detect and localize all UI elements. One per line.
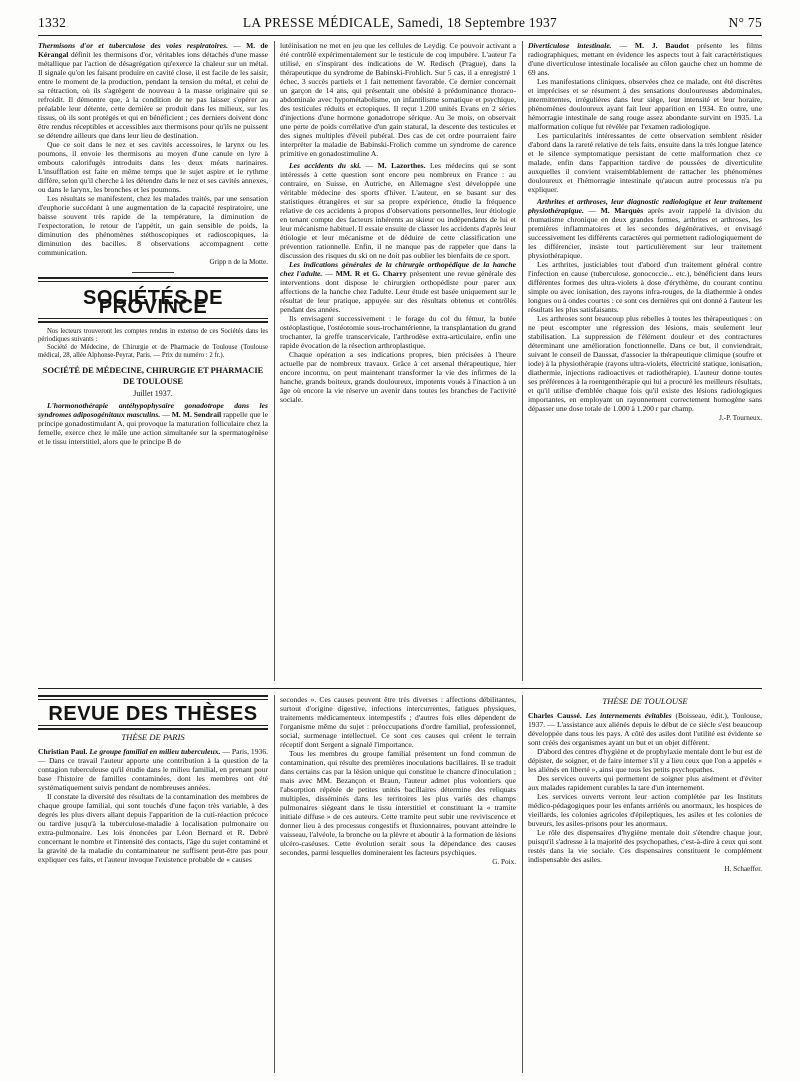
thesis-paul: Christian Paul. Le groupe familial en milieu tuberculeux. — Paris, 1936. — Dans ce travail l'auteur apporte une contribution à la question de la contagion tuberculeuse qu'il étudie dans le milieu familial, en prenant pour base l'histoire de familles contaminées, dont les membres ont été systématiquement suivis pendant de nombreuses années.	[38, 747, 268, 792]
thesis-toulouse-heading: THÈSE DE TOULOUSE	[602, 696, 688, 706]
paragraph: Les arthrites, justiciables tout d'abord d'un traitement général contre l'infection en cause (tuberculose, gonococcie... etc.), bénéficient dans leurs différentes formes des ultra-violets à dose d'érythème, du courant continu simple ou avec ionisation, des rayons infra-rouges, de la diathermie à ondes longues ou à ondes courtes : ce sont ces dernières qui ont donné à l'auteur les résultats les plus satisfaisants.	[528, 260, 762, 314]
section-rule	[38, 318, 268, 319]
section-rule	[38, 725, 268, 726]
note: Nos lecteurs trouveront les comptes rendus in extenso de ces Sociétés dans les périodiques suivants :	[38, 328, 268, 344]
journal-title: LA PRESSE MÉDICALE, Samedi, 18 Septembre 1937	[242, 15, 558, 30]
paragraph: Chaque opération a ses indications propres, bien précisées à l'heure actuelle par de nombreux travaux. Grâce à cet arsenal thérapeutique, hier encore inconnu, on peut maintenant transformer la vie des infirmes de la hanche, grands boiteux, grands douloureux, impotents voués à l'inaction à un âge où encore la vie réserve un avenir dans toutes les branches de l'activité sociale.	[280, 350, 516, 404]
section-rule	[38, 277, 268, 279]
session-date: Juillet 1937.	[133, 388, 173, 398]
signature: G. Poix.	[492, 858, 516, 866]
thesis-paris-heading: THÈSE DE PARIS	[121, 732, 185, 742]
column-divider	[274, 41, 275, 681]
article-ski: Les accidents du ski. — M. Lazorthes. Les médecins qui se sont intéressés à cette question sont encore peu nombreux en France : au contraire, en Suisse, en Autriche, en Allemagne s'est développée une véritable médecine des sports d'hiver. L'auteur, en se basant sur des statistiques étrangères et sur sa propre expérience, étudie la fréquence relative de ces accidents à propos d'observations personnelles, leur étiologie en tenant compte des facteurs inhérents au skieur ou indépendants de lui et leur mécanisme habituel. Il essaie ensuite de classer les accidents d'après leur étiologie et leur mécanisme et de déduire de cette classification une prévention rationnelle. Enfin, il ne manque pas de rappeler que dans la discussion des risques du ski on ne doit pas oublier les bienfaits de ce sport.	[280, 161, 516, 260]
article-arthrites: Arthrites et arthroses, leur diagnostic radiologique et leur traitement physiothérapique. — M. Marquès après avoir rappelé la division du rhumatisme chronique en deux grandes formes, arthrites et arthroses, les premières inflammatoires et les secondes dégénératives, et envisagé successivement les différents caractères qui permettent radiologiquement de les différencier, insiste tout particulièrement sur leur traitement physiothérapique.	[528, 197, 762, 260]
paragraph: Les arthroses sont beaucoup plus rebelles à toutes les thérapeutiques : on ne peut escompter une régression des lésions, mais seulement leur stabilisation. La suppression de l'élément douleur et des contractures déterminant une amélioration fonctionnelle. Dans ce but, il conviendrait, suivant le conseil de Daussat, d'associer la thérapeutique climique (soufre et iode) à la physiothérapie (rayons ultra-violets, électricité statique, ionisation, diathermie, injections radioactives et radiothérapie). L'auteur donne toutes ses préférences à la roentgenthérapie qui lui a procuré les meilleurs résultats, et qu'il utilise d'emblée chaque fois qu'il existe des lésions radiologiques importantes, en employant un rayonnement correctement homogène sans dépasser une dose totale de 1.000 à 1.200 r par champ.	[528, 314, 762, 413]
note-reference: Société de Médecine, de Chirurgie et de Pharmacie de Toulouse (Toulouse médical, 28, allée Alphonse-Peyrat, Paris. — Prix du numéro : 2 fr.).	[38, 344, 268, 360]
signature: H. Schaeffer.	[724, 865, 762, 873]
column-divider	[274, 695, 275, 1073]
article-hormonotherapie: L'hormonothérapie antéhypophysaire gonadotrope dans les syndromes adiposogénitaux masculins. — M. M. Sendrail rappelle que le principe gonadostimulant A, qui provoque la maturation folliculaire chez la femelle, exerce chez le mâle une action simultanée sur la spermatogénèse et le tissu interstitiel, alors que le principe B de	[38, 400, 268, 446]
thesis-causse: Charles Caussé. Les internements évitables (Boisseau, édit.), Toulouse, 1937. — L'assistance aux aliénés depuis le début de ce siècle s'est beaucoup développée dans tous les pays. A côté des asiles dont l'utilité est évidente se sont créés des organismes ayant un but et un objet différent.	[528, 711, 762, 747]
paragraph: Il constate la diversité des résultats de la contamination des membres de chaque groupe familial, qui sont touchés d'une façon très variable, à des degrés les plus divers allant depuis l'apparition de la cuti-réaction précoce ou tardive jusqu'à la tuberculose-maladie à localisation pulmonaire ou extra-pulmonaire. Les lois énoncées par Léon Bernard et R. Debré concernant le nombre et l'intensité des contacts, l'âge du sujet contaminé et la gravité de la maladie du contaminateur ne suffisent peut-être pas pour expliquer ces faits, et l'auteur invoque l'existence probable de « causes	[38, 792, 268, 864]
article-diverticulose: Diverticulose intestinale. — M. J. Baudot présente les films radiographiques, mettant en évidence les aspects tout à fait caractéristiques d'une diverticulose intestinale localisée au côlon gauche chez un homme de 69 ans.	[528, 41, 762, 77]
paragraph: Des services ouverts qui permettent de soigner plus aisément et d'éviter aux malades rapidement curables la tare d'un internement.	[528, 774, 762, 792]
paragraph: Les résultats se manifestent, chez les malades traités, par une sensation d'euphorie succédant à une augmentation de la capacité respiratoire, une baisse souvent très rapide de la température, la diminution de l'expectoration, le retour de l'appétit, un gain sensible de poids, la diminution des phénomènes stéthoscopiques et radioscopiques, la diminution des bacilles. 8 observations accompagnent cette communication.	[38, 194, 268, 257]
paragraph: lutéinisation ne met en jeu que les cellules de Leydig. Ce pouvoir activant a été contrôlé expérimentalement sur le testicule de coq impubère. L'auteur l'a utilisé, en s'inspirant des indications de W. Redisch (Prague), dans la thérapeutique du syndrome de Babinski-Frohlich. Sur 5 cas, il a enregistré 1 échec, 3 succès partiels et 1 fait nettement favorable. Ce dernier concernait un garçon de 14 ans, qui présentait une obésité à prédominance thoraco-abdominale avec hypométabolisme, un infantilisme somatique et psychique, des testicules réduits et ectopiques. Il reçut 1.200 unités Evans en 2 séries d'injections d'une hormone gonadotrope sérique. Au 3e mois, on observait une perte de poids corrélative d'un gain statural, la descente des testicules et des signes multiples d'éveil pubéral. Des cas de cet ordre pourraient faire interpréter la maladie de Babinski-Frolich comme un syndrome de carence primitive en gonadostimuline A.	[280, 41, 516, 158]
issue-number: N° 75	[728, 15, 762, 30]
revue-title: REVUE DES THÈSES	[48, 703, 258, 725]
revue-column-3	[528, 695, 762, 1075]
society-name: SOCIÉTÉ DE MÉDECINE, CHIRURGIE ET PHARMACIE DE TOULOUSE	[42, 366, 264, 386]
section-divider	[38, 688, 762, 689]
paragraph: Tous les membres du groupe familial présentent un fond commun de contamination, qui résulte des premières inoculations bacillaires. Il se traduit dans certains cas par la lésion unique qui constitue le chancre d'inoculation ; mais avec MM. Bezançon et Braun, l'auteur admet plus volontiers que l'absorption répétée de petites unités bacillaires détermine des reliquats multiples, disséminés dans les territoires les plus variés des champs pulmonaires siégeant dans le tissu interstitiel et constituant la « tramite initiale diffuse » de ces auteurs. Cette tramite peut subir une reviviscence et donner lieu à des processus congestifs et fluxionnaires, pouvant atteindre le vaisseau, l'alvéole, la bronche ou la plèvre et aboutir à la formation de lésions ulcéro-caséuses. Cette évolution serait sous la dépendance des causes secondes, parmi lesquelles domineraient les facteurs psychiques.	[280, 749, 516, 857]
section-rule	[38, 728, 268, 730]
page-header	[38, 12, 762, 36]
article-hanche: Les indications générales de la chirurgie orthopédique de la hanche chez l'adulte. — MM. R et G. Charry présentent une revue générale des interventions dont dispose le chirurgien orthopédiste pour parer aux affections de la hanche chez l'adulte. Leur étude est basée uniquement sur le résultat de leur pratique, appuyée sur des résultats obtenus et contrôlés pendant des années.	[280, 260, 516, 314]
section-title: SOCIÉTÉS DE PROVINCE	[83, 287, 223, 318]
column-3	[528, 41, 762, 681]
paragraph: Que ce soit dans le nez et ses cavités accessoires, le larynx ou les poumons, il envoie les thermisons au moyen d'une canule en lyre à embouts calorifugés introduits dans les deux méats narinaires. L'insufflation est faite en même temps que le sujet aspire et le rythme diffère, selon qu'il cherche à les détendre dans le nez et ses cavités annexes, ou dans le larynx, les bronches et les poumons.	[38, 140, 268, 194]
paragraph: secondes ». Ces causes peuvent être très diverses : affections débilitantes, surtout d'origine digestive, infections intercurrentes, fatigues physiques, traitements médicamenteux intempestifs ; d'autres fois elles dépendent de l'organisme même du sujet : préoccupations d'ordre familial, professionnel, social, surmenage intellectuel. Ce sont ces causes qui créent le terrain réceptif dont Sergent a signalé l'importance.	[280, 695, 516, 749]
column-2	[280, 41, 516, 681]
section-rule	[38, 695, 268, 697]
signature: J.-P. Tourneux.	[719, 414, 762, 422]
column-1	[38, 41, 268, 681]
separator	[132, 272, 174, 273]
revue-column-1	[38, 695, 268, 1075]
article-thermisons: Thermisons d'or et tuberculose des voies respiratoires. — M. de Kérangal définit les thermisons d'or, véritables ions détachés d'une masse métallique par l'action de désagrégation qu'exerce la chaleur sur un métal. Il signale qu'on les faisant produire en cavité close, il est facile de les saisir, entre le moment de la production, pendant la tension du métal, et celui de sa rétraction, où ils s'agrègent de nouveau à la masse originaire qui se refroidit. Il démontre que, à la condition de ne pas laisser s'opérer au préalable leur détente, cette dernière se produit dans les milieux, sur les tissus, où ils sont protégés et qui en bénéficient ; ces derniers doivent donc être rendus réceptibles et accessibles aux thermisons pour qu'ils ne puissent se détendre ailleurs que dans leur lieu de destination.	[38, 41, 268, 140]
paragraph: Les particularités intéressantes de cette observation semblent résider d'abord dans la rareté relative de tels faits, ensuite dans la très longue latence et le silence symptomatique persistant de cette malformation chez ce malade, enfin dans l'apparition tardive de poussées de diverticulite auxquelles il convient vraisemblablement de rattacher les phénomènes douloureux et l'hémorragie intestinale qu'aucun autre processus n'a pu expliquer.	[528, 131, 762, 194]
column-divider	[522, 41, 523, 681]
section-rule	[38, 281, 268, 282]
paragraph: Les services ouverts verront leur action complétée par les Instituts médico-pédagogiques pour les enfants arriérés ou anormaux, les hospices de vieillards, les colonies agricoles d'épileptiques, les asiles et les colonies de buveurs, les asiles-prisons pour les anormaux.	[528, 792, 762, 828]
paragraph: Le rôle des dispensaires d'hygiène mentale doit s'étendre chaque jour, puisqu'il s'adresse à la majorité des psychopathes, c'est-à-dire à ceux qui sont restés dans la vie sociale. Ces dispensaires constituent le complément indispensable des asiles.	[528, 828, 762, 864]
revue-column-2	[280, 695, 516, 1075]
page-number: 1332	[38, 15, 67, 30]
section-rule	[38, 321, 268, 323]
signature: Gripp n de la Motte.	[209, 258, 268, 266]
header-rule	[38, 35, 762, 36]
section-rule	[38, 699, 268, 700]
paragraph: D'abord des centres d'hygiène et de prophylaxie mentale dont le but est de dépister, de soigner, et de faire interner s'il y a lieu ceux que l'on a appelés « les aliénés en liberté », ainsi que tous les petits psychopathes.	[528, 747, 762, 774]
column-divider	[522, 695, 523, 1073]
paragraph: Les manifestations cliniques, observées chez ce malade, ont été discrètes et imprécises et se résument à des sensations douloureuses abdominales, intermittentes, irrégulières dans leur siège, leur intensité et leur horaire, phénomènes douloureux ayant fait leur apparition en 1934. En outre, une hémorragie intestinale de sang rouge assez abondante survint en 1935. La malformation colique fut révélée par l'examen radiologique.	[528, 77, 762, 131]
paragraph: Ils envisagent successivement : le forage du col du fémur, la butée ostéoplastique, l'ostéotomie sous-trochantérienne, la transplantation du grand trochanter, la greffe transcervicale, l'arthrodèse extra-articulaire, enfin une rapide évocation de la résection arthroplastique.	[280, 314, 516, 350]
